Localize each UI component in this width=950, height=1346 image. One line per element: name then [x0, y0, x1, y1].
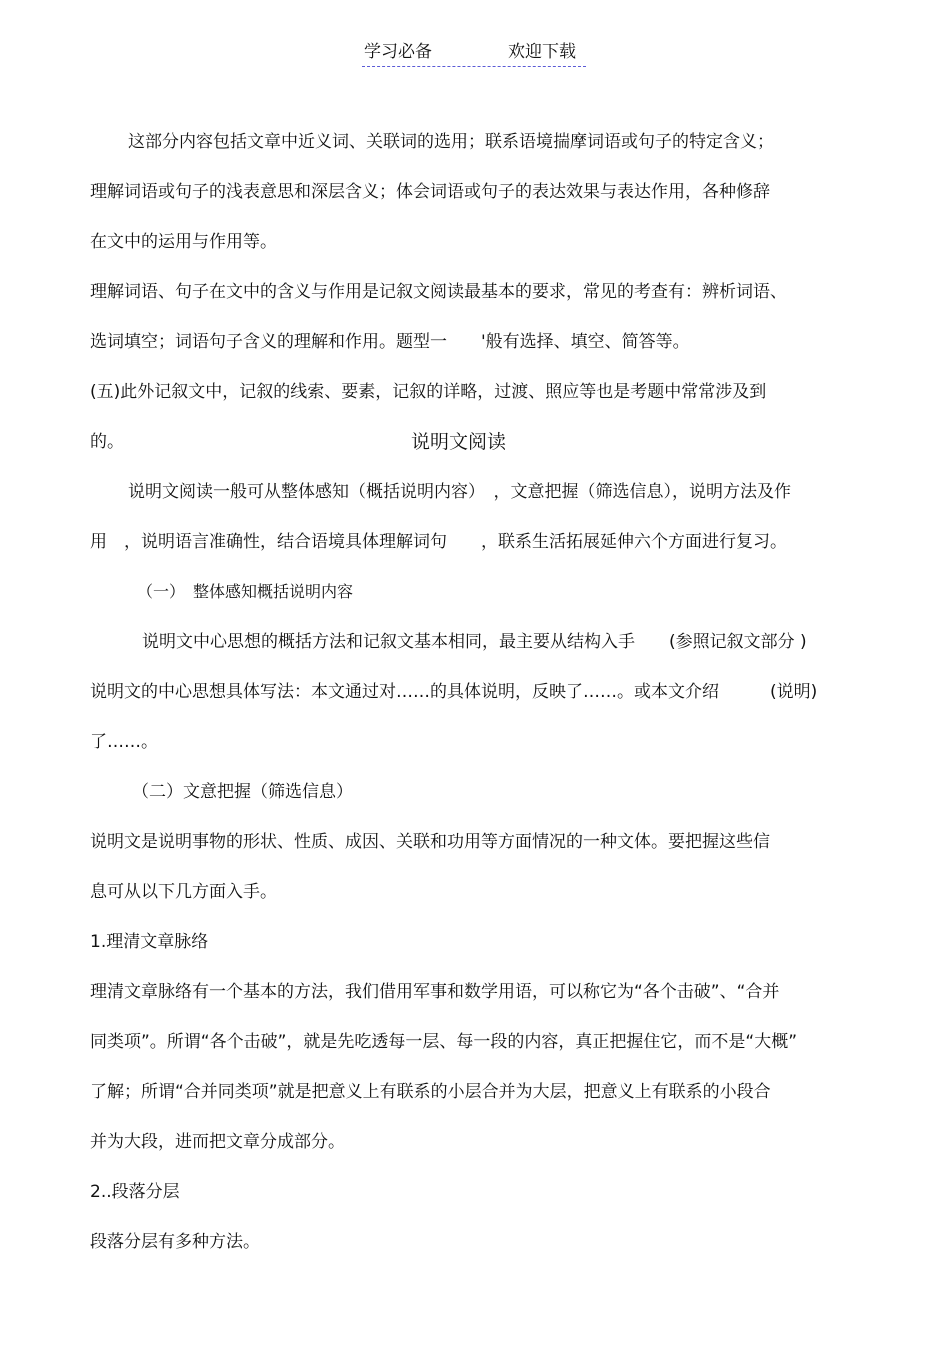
paragraph-line: 了……。 — [90, 732, 158, 752]
paragraph-line: 说明文中心思想的概括方法和记叙文基本相同，最主要从结构入手 (参照记叙文部分 ) — [142, 632, 807, 652]
numbered-heading: 2..段落分层 — [90, 1182, 180, 1202]
paragraph-line: 说明文阅读一般可从整体感知（概括说明内容） ，文意把握（筛选信息），说明方法及作 — [128, 482, 791, 502]
paragraph-line: (五)此外记叙文中，记叙的线索、要素，记叙的详略，过渡、照应等也是考题中常常涉及到 — [90, 382, 767, 402]
paragraph-line: 的。 — [90, 432, 124, 452]
paragraph-line: 并为大段，进而把文章分成部分。 — [90, 1132, 345, 1152]
paragraph-line: 选词填空；词语句子含义的理解和作用。题型一 '般有选择、填空、简答等。 — [90, 332, 690, 352]
subsection-heading: （一） 整体感知概括说明内容 — [137, 582, 354, 601]
header-left-text: 学习必备 — [364, 42, 432, 62]
paragraph-line: 用 ，说明语言准确性，结合语境具体理解词句 ，联系生活拓展延伸六个方面进行复习。 — [90, 532, 787, 552]
paragraph-line: 说明文是说明事物的形状、性质、成因、关联和功用等方面情况的一种文体。要把握这些信 — [90, 832, 770, 852]
paragraph-line: 理解词语或句子的浅表意思和深层含义；体会词语或句子的表达效果与表达作用，各种修辞 — [90, 182, 770, 202]
numbered-heading: 1.理清文章脉络 — [90, 932, 209, 952]
paragraph-line: 息可从以下几方面入手。 — [90, 882, 277, 902]
subsection-heading: （二）文意把握（筛选信息） — [132, 782, 353, 802]
section-title: 说明文阅读 — [411, 431, 507, 453]
header-right-text: 欢迎下载 — [508, 42, 576, 62]
paragraph-line: 理解词语、句子在文中的含义与作用是记叙文阅读最基本的要求，常见的考查有：辨析词语、 — [90, 282, 787, 302]
paragraph-line: 了解；所谓“合并同类项”就是把意义上有联系的小层合并为大层，把意义上有联系的小段合 — [90, 1082, 771, 1102]
paragraph-line: 理清文章脉络有一个基本的方法，我们借用军事和数学用语，可以称它为“各个击破”、“合并 — [90, 982, 780, 1002]
paragraph-line: 段落分层有多种方法。 — [90, 1232, 260, 1252]
paragraph-line: 这部分内容包括文章中近义词、关联词的选用；联系语境揣摩词语或句子的特定含义； — [128, 132, 774, 152]
paragraph-line: 同类项”。所谓“各个击破”，就是先吃透每一层、每一段的内容，真正把握住它，而不是“大概” — [90, 1032, 798, 1052]
paragraph-line: 在文中的运用与作用等。 — [90, 232, 277, 252]
paragraph-line: 说明文的中心思想具体写法：本文通过对……的具体说明，反映了……。或本文介绍 (说明) — [90, 682, 818, 702]
page-header — [362, 40, 586, 67]
